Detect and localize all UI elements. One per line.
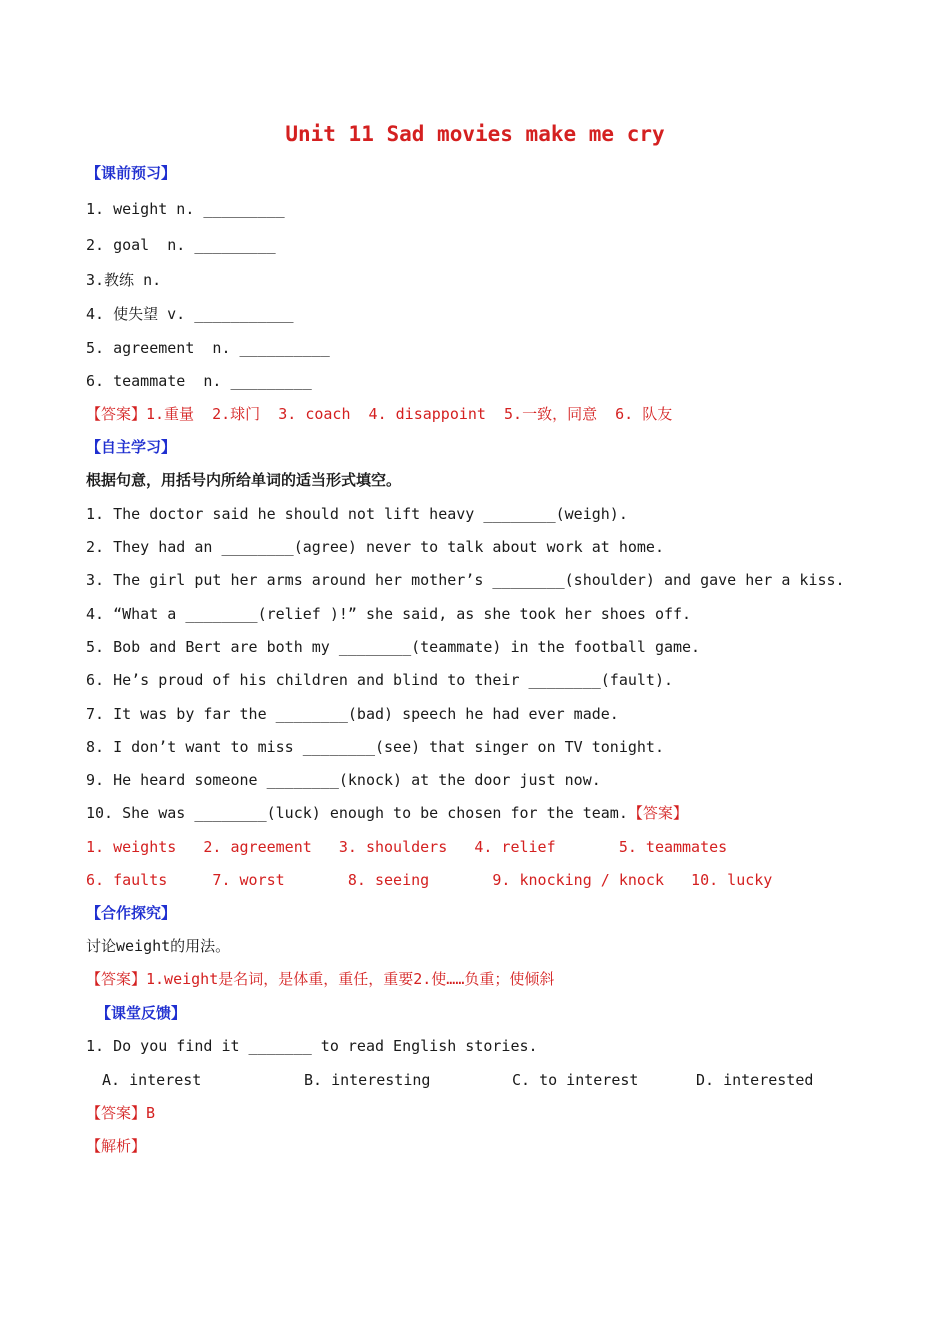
section-heading-self-study: 【自主学习】 <box>86 438 177 456</box>
preview-answer: 【答案】1.重量 2.球门 3. coach 4. disappoint 5.一致，同意 6. 队友 <box>86 405 673 423</box>
exercise-item: 7. It was by far the ________(bad) speech he had ever made. <box>86 705 619 723</box>
section-heading-feedback: 【课堂反馈】 <box>96 1004 187 1022</box>
option-c: C. to interest <box>512 1071 639 1089</box>
exercise-item-last <box>86 803 688 823</box>
cooperation-answer: 【答案】1.weight是名词，是体重，重任，重要2.使……负重；使倾斜 <box>86 970 555 988</box>
answer-tag: 【答案】 <box>627 804 688 822</box>
option-b: B. interesting <box>304 1071 431 1089</box>
preview-item: 3.教练 n. <box>86 271 162 289</box>
exercise-item: 9. He heard someone ________(knock) at the door just now. <box>86 771 601 789</box>
exercise-item: 4. “What a ________(relief )!” she said, as she took her shoes off. <box>86 605 692 623</box>
exercise-item: 6. He’s proud of his children and blind to their ________(fault). <box>86 671 673 689</box>
section-heading-preview: 【课前预习】 <box>86 164 177 182</box>
feedback-analysis: 【解析】 <box>86 1137 147 1155</box>
exercise-item: 3. The girl put her arms around her mother’s ________(shoulder) and gave her a kiss. <box>86 571 845 589</box>
preview-item: 6. teammate n. _________ <box>86 372 312 390</box>
preview-item: 2. goal n. _________ <box>86 236 276 254</box>
section-heading-cooperation: 【合作探究】 <box>86 904 177 922</box>
exercise-item-text: 10. She was ________(luck) enough to be chosen for the team. <box>86 804 628 822</box>
preview-item: 5. agreement n. __________ <box>86 339 330 357</box>
feedback-question: 1. Do you find it _______ to read English stories. <box>86 1037 538 1055</box>
exercise-item: 2. They had an ________(agree) never to talk about work at home. <box>86 538 664 556</box>
page-title: Unit 11 Sad movies make me cry <box>285 122 665 146</box>
option-d: D. interested <box>696 1071 814 1089</box>
cooperation-prompt: 讨论weight的用法。 <box>86 937 231 955</box>
exercise-item: 1. The doctor said he should not lift heavy ________(weigh). <box>86 505 628 523</box>
exercise-item: 8. I don’t want to miss ________(see) that singer on TV tonight. <box>86 738 664 756</box>
exercise-item: 5. Bob and Bert are both my ________(teammate) in the football game. <box>86 638 701 656</box>
self-study-answer-line: 6. faults 7. worst 8. seeing 9. knocking / knock 10. lucky <box>86 871 773 889</box>
feedback-answer: 【答案】B <box>86 1104 156 1122</box>
preview-item: 1. weight n. _________ <box>86 200 285 218</box>
self-study-instruction: 根据句意，用括号内所给单词的适当形式填空。 <box>86 471 402 489</box>
self-study-answer-line: 1. weights 2. agreement 3. shoulders 4. relief 5. teammates <box>86 838 728 856</box>
option-a: A. interest <box>102 1071 202 1089</box>
preview-item: 4. 使失望 v. ___________ <box>86 305 294 323</box>
